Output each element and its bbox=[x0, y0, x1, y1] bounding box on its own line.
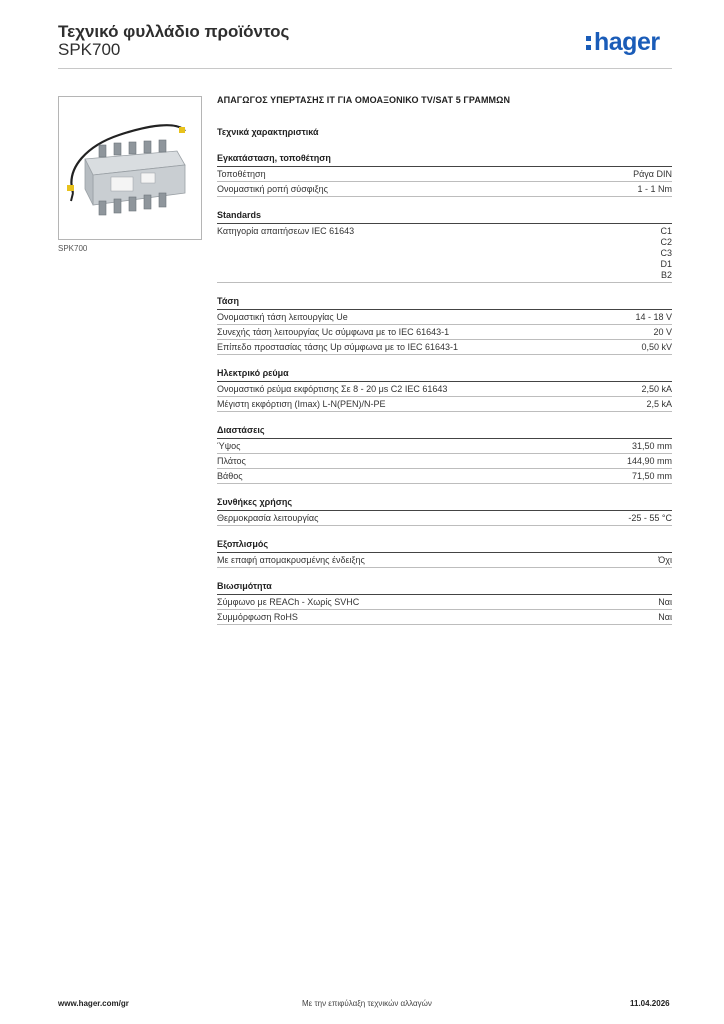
spec-value: Ναι bbox=[658, 597, 672, 607]
section-heading: Βιωσιμότητα bbox=[217, 581, 672, 595]
spec-value: 2,50 kA bbox=[641, 384, 672, 394]
spec-label: Ονομαστική ροπή σύσφιξης bbox=[217, 184, 328, 194]
logo-text: hager bbox=[594, 28, 660, 56]
spec-value: 0,50 kV bbox=[641, 342, 672, 352]
spec-row bbox=[217, 310, 672, 325]
section-heading: Εξοπλισμός bbox=[217, 539, 672, 553]
spec-label: Με επαφή απομακρυσμένης ένδειξης bbox=[217, 555, 365, 565]
hager-logo[interactable] bbox=[594, 28, 660, 56]
spec-content bbox=[217, 95, 672, 638]
footer-website-link[interactable]: www.hager.com/gr bbox=[58, 999, 129, 1008]
spec-value: 14 - 18 V bbox=[635, 312, 672, 322]
spec-row bbox=[217, 553, 672, 568]
spec-row bbox=[217, 167, 672, 182]
spec-row bbox=[217, 340, 672, 355]
spec-section-equipment bbox=[217, 539, 672, 568]
spec-label: Ονομαστική τάση λειτουργίας Ue bbox=[217, 312, 348, 322]
spec-label: Πλάτος bbox=[217, 456, 246, 466]
spec-label: Σύμφωνο με REACh - Χωρίς SVHC bbox=[217, 597, 360, 607]
spec-value: Ράγα DIN bbox=[633, 169, 672, 179]
spec-section-voltage bbox=[217, 296, 672, 355]
section-heading: Συνθήκες χρήσης bbox=[217, 497, 672, 511]
spec-section-dimensions bbox=[217, 425, 672, 484]
spec-row bbox=[217, 454, 672, 469]
spec-label: Επίπεδο προστασίας τάσης Up σύμφωνα με το IEC 61643-1 bbox=[217, 342, 458, 352]
spec-section-current bbox=[217, 368, 672, 412]
spec-row bbox=[217, 397, 672, 412]
spec-label: Τοποθέτηση bbox=[217, 169, 266, 179]
spec-label: Συνεχής τάση λειτουργίας Uc σύμφωνα με το IEC 61643-1 bbox=[217, 327, 450, 337]
spec-value: Όχι bbox=[658, 555, 672, 565]
section-heading: Εγκατάσταση, τοποθέτηση bbox=[217, 153, 672, 167]
spec-value: 1 - 1 Nm bbox=[637, 184, 672, 194]
section-heading: Ηλεκτρικό ρεύμα bbox=[217, 368, 672, 382]
spec-label: Συμμόρφωση RoHS bbox=[217, 612, 298, 622]
spec-value: C1 bbox=[660, 226, 672, 236]
footer-date: 11.04.2026 bbox=[630, 999, 670, 1008]
spec-row bbox=[217, 382, 672, 397]
spec-row bbox=[217, 610, 672, 625]
spec-value: B2 bbox=[660, 270, 672, 280]
document-title: Τεχνικό φυλλάδιο προϊόντος bbox=[58, 22, 290, 41]
header-divider bbox=[58, 68, 672, 69]
section-heading: Standards bbox=[217, 210, 672, 224]
spec-value: Ναι bbox=[658, 612, 672, 622]
spec-row bbox=[217, 325, 672, 340]
spec-row bbox=[217, 469, 672, 484]
spec-label: Βάθος bbox=[217, 471, 243, 481]
section-heading: Διαστάσεις bbox=[217, 425, 672, 439]
spec-section-standards bbox=[217, 210, 672, 283]
spec-row bbox=[217, 439, 672, 454]
product-photo bbox=[58, 96, 202, 240]
spec-label: Θερμοκρασία λειτουργίας bbox=[217, 513, 319, 523]
technical-characteristics-heading: Τεχνικά χαρακτηριστικά bbox=[217, 127, 319, 137]
spec-row bbox=[217, 224, 672, 283]
spec-value: C3 bbox=[660, 248, 672, 258]
footer-disclaimer: Με την επιφύλαξη τεχνικών αλλαγών bbox=[302, 999, 432, 1008]
spec-section-installation bbox=[217, 153, 672, 197]
spec-row bbox=[217, 511, 672, 526]
surge-protector-image-icon bbox=[59, 97, 201, 239]
photo-caption: SPK700 bbox=[58, 244, 88, 253]
spec-value-list bbox=[660, 226, 672, 281]
spec-label: Ύψος bbox=[217, 441, 241, 451]
spec-label: Κατηγορία απαιτήσεων IEC 61643 bbox=[217, 226, 355, 236]
spec-label: Ονομαστικό ρεύμα εκφόρτισης Σε 8 - 20 μs C2 IEC 61643 bbox=[217, 384, 448, 394]
spec-value: 31,50 mm bbox=[631, 441, 672, 451]
spec-value: 2,5 kA bbox=[646, 399, 672, 409]
spec-section-conditions bbox=[217, 497, 672, 526]
spec-row bbox=[217, 595, 672, 610]
spec-label: Μέγιστη εκφόρτιση (Imax) L-N(PEN)/N-PE bbox=[217, 399, 386, 409]
spec-value: -25 - 55 °C bbox=[628, 513, 672, 523]
spec-row bbox=[217, 182, 672, 197]
product-description: ΑΠΑΓΩΓΟΣ ΥΠΕΡΤΑΣΗΣ ΙΤ ΓΙΑ ΟΜΟΑΞΟΝΙΚΟ TV/SAT 5 ΓΡΑΜΜΩΝ bbox=[217, 95, 511, 105]
spec-value: D1 bbox=[660, 259, 672, 269]
spec-value: 20 V bbox=[653, 327, 672, 337]
spec-section-sustainability bbox=[217, 581, 672, 625]
section-heading: Τάση bbox=[217, 296, 672, 310]
product-code-heading: SPK700 bbox=[58, 40, 121, 59]
spec-value: 71,50 mm bbox=[631, 471, 672, 481]
spec-value: 144,90 mm bbox=[626, 456, 672, 466]
logo-dots-icon bbox=[586, 36, 591, 54]
spec-value: C2 bbox=[660, 237, 672, 247]
